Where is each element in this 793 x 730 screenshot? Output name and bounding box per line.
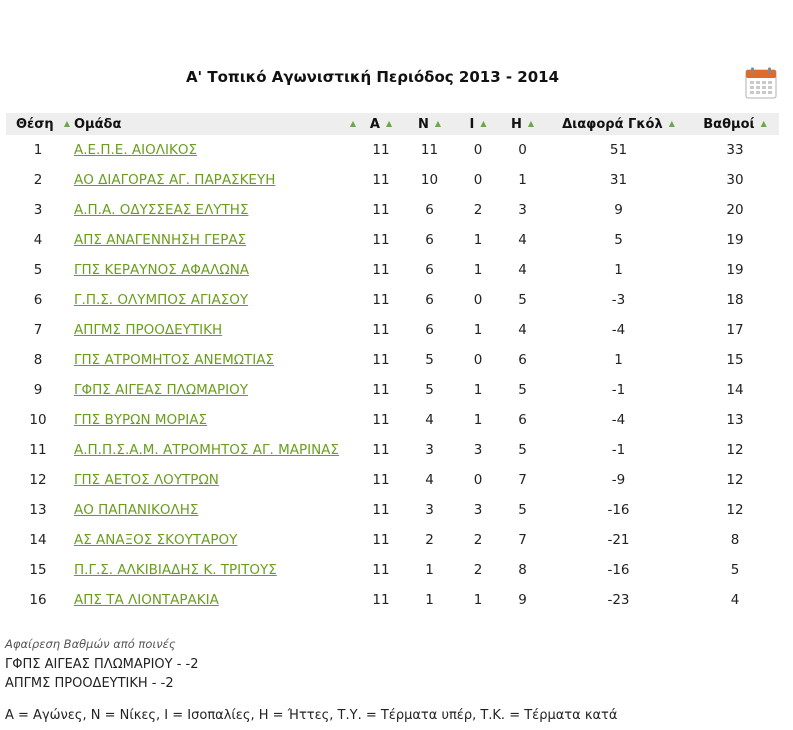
cell-n: 6 [425,262,434,278]
cell-team [70,585,360,615]
cell-h: 5 [518,442,527,458]
cell-a: 11 [372,232,390,248]
cell-n: 1 [425,562,434,578]
cell-h: 4 [518,322,527,338]
table-row [6,315,779,345]
table-row [6,135,779,165]
cell-n: 3 [425,502,434,518]
cell-n: 4 [425,472,434,488]
cell-team [70,435,360,465]
team-link[interactable]: ΑΟ ΔΙΑΓΟΡΑΣ ΑΓ. ΠΑΡΑΣΚΕΥΗ [74,172,276,188]
cell-pts: 5 [730,562,740,578]
cell-team [70,465,360,495]
cell-a: 11 [372,172,390,188]
deduction-item: ΑΠΓΜΣ ΠΡΟΟΔΕΥΤΙΚΗ - -2 [5,676,174,691]
header-gd[interactable] [546,113,691,135]
team-link[interactable]: Π.Γ.Σ. ΑΛΚΙΒΙΑΔΗΣ Κ. ΤΡΙΤΟΥΣ [74,562,277,578]
cell-n: 10 [420,172,439,188]
cell-h: 7 [518,532,527,548]
cell-team [70,285,360,315]
header-i[interactable] [457,113,499,135]
cell-pts: 17 [726,322,744,338]
team-link[interactable]: ΑΣ ΑΝΑΞΟΣ ΣΚΟΥΤΑΡΟΥ [74,532,238,548]
cell-i: 1 [473,322,483,338]
cell-pos: 9 [33,382,43,398]
cell-pts: 20 [726,202,744,218]
header-team-label: Ομάδα [74,116,122,132]
cell-n: 4 [425,412,434,428]
cell-a: 11 [372,412,390,428]
cell-i: 0 [473,472,483,488]
cell-pos: 3 [33,202,43,218]
calendar-icon[interactable] [745,67,777,99]
cell-pos: 5 [33,262,43,278]
header-n[interactable] [402,113,457,135]
team-link[interactable]: ΑΟ ΠΑΠΑΝΙΚΟΛΗΣ [74,502,199,518]
cell-n: 3 [425,442,434,458]
cell-a: 11 [372,382,390,398]
cell-pts: 30 [726,172,744,188]
header-team[interactable] [70,113,360,135]
cell-pos: 6 [33,292,43,308]
cell-pos: 2 [33,172,43,188]
sort-arrow-icon[interactable]: ▲ [668,119,675,128]
team-link[interactable]: Α.Ε.Π.Ε. ΑΙΟΛΙΚΟΣ [74,142,197,158]
cell-pos: 11 [29,442,47,458]
team-link[interactable]: ΓΠΣ ΑΤΡΟΜΗΤΟΣ ΑΝΕΜΩΤΙΑΣ [74,352,275,368]
cell-pts: 8 [730,532,740,548]
cell-n: 6 [425,292,434,308]
header-h[interactable] [499,113,546,135]
table-row [6,495,779,525]
cell-i: 0 [473,352,483,368]
cell-a: 11 [372,322,390,338]
sort-arrow-icon[interactable]: ▲ [760,119,767,128]
cell-pos: 12 [29,472,47,488]
cell-a: 11 [372,352,390,368]
cell-a: 11 [372,202,390,218]
cell-n: 5 [425,382,434,398]
cell-gd: -9 [611,472,626,488]
cell-a: 11 [372,502,390,518]
cell-a: 11 [372,142,390,158]
cell-i: 1 [473,412,483,428]
cell-pts: 18 [726,292,744,308]
table-row [6,195,779,225]
table-row [6,435,779,465]
cell-a: 11 [372,442,390,458]
standings-body [6,135,779,615]
team-link[interactable]: ΓΠΣ ΒΥΡΩΝ ΜΟΡΙΑΣ [74,412,208,428]
cell-gd: -4 [611,322,626,338]
cell-pos: 16 [29,592,47,608]
cell-n: 6 [425,232,434,248]
team-link[interactable]: ΑΠΣ ΑΝΑΓΕΝΝΗΣΗ ΓΕΡΑΣ [74,232,247,248]
cell-pos: 7 [33,322,43,338]
table-row [6,345,779,375]
header-i-label: Ι [469,116,475,132]
cell-h: 5 [518,502,527,518]
header-h-label: Η [510,116,522,132]
cell-pts: 12 [726,442,744,458]
cell-i: 2 [473,562,483,578]
cell-i: 0 [473,292,483,308]
cell-pts: 15 [726,352,744,368]
sort-arrow-icon[interactable]: ▲ [385,119,393,128]
table-row [6,285,779,315]
header-pos[interactable] [6,113,70,135]
cell-pos: 10 [29,412,47,428]
cell-h: 0 [518,142,527,158]
table-row [6,255,779,285]
table-row [6,375,779,405]
table-row [6,465,779,495]
header-pts-label: Βαθμοί [703,116,755,132]
header-a-label: Α [369,116,380,132]
cell-pts: 19 [726,232,744,248]
standings-table [6,113,779,615]
cell-n: 2 [425,532,434,548]
cell-team [70,315,360,345]
cell-gd: -21 [607,532,630,548]
cell-n: 1 [425,592,434,608]
sort-arrow-icon[interactable]: ▲ [434,119,442,128]
cell-h: 5 [518,382,527,398]
cell-gd: -16 [607,502,630,518]
cell-n: 11 [420,142,439,158]
cell-gd: 51 [609,142,628,158]
cell-gd: -1 [611,382,626,398]
team-link[interactable]: ΓΦΠΣ ΑΙΓΕΑΣ ΠΛΩΜΑΡΙΟΥ [74,382,249,398]
cell-h: 9 [518,592,527,608]
cell-h: 6 [518,412,527,428]
cell-h: 8 [518,562,527,578]
cell-i: 1 [473,262,483,278]
cell-team [70,405,360,435]
cell-h: 3 [518,202,527,218]
cell-i: 2 [473,202,483,218]
cell-n: 6 [425,202,434,218]
table-row [6,525,779,555]
cell-a: 11 [372,592,390,608]
cell-pts: 4 [730,592,740,608]
cell-h: 7 [518,472,527,488]
page-title: Α' Τοπικό Αγωνιστική Περιόδος 2013 - 2014 [185,68,560,86]
team-link[interactable]: Γ.Π.Σ. ΟΛΥΜΠΟΣ ΑΓΙΑΣΟΥ [74,292,249,308]
cell-gd: -23 [607,592,630,608]
cell-gd: 31 [609,172,628,188]
cell-pos: 15 [29,562,47,578]
cell-h: 5 [518,292,527,308]
cell-n: 6 [425,322,434,338]
cell-h: 4 [518,232,527,248]
cell-team [70,255,360,285]
sort-arrow-icon[interactable]: ▲ [63,119,70,128]
cell-pts: 13 [726,412,744,428]
cell-team [70,165,360,195]
cell-a: 11 [372,262,390,278]
sort-arrow-icon[interactable]: ▲ [480,119,487,128]
cell-pos: 1 [33,142,43,158]
table-row [6,555,779,585]
cell-i: 1 [473,232,483,248]
cell-pts: 12 [726,502,744,518]
cell-gd: -1 [611,442,626,458]
cell-gd: 5 [614,232,623,248]
table-row [6,165,779,195]
legend-text: Α = Αγώνες, Ν = Νίκες, Ι = Ισοπαλίες, Η = Ήττες, Τ.Υ. = Τέρματα υπέρ, Τ.Κ. = Τέρματα κατά [5,708,618,723]
cell-gd: 1 [614,352,623,368]
cell-i: 0 [473,142,483,158]
cell-a: 11 [372,292,390,308]
deductions-section [5,637,199,693]
cell-a: 11 [372,532,390,548]
header-a[interactable] [360,113,402,135]
cell-team [70,525,360,555]
sort-arrow-icon[interactable]: ▲ [527,119,535,128]
cell-team [70,345,360,375]
cell-pos: 14 [29,532,47,548]
cell-i: 1 [473,592,483,608]
cell-i: 3 [473,502,483,518]
header-pts[interactable] [691,113,779,135]
cell-team [70,195,360,225]
deductions-title: Αφαίρεση Βαθμών από ποινές [5,637,176,651]
cell-a: 11 [372,562,390,578]
team-link[interactable]: ΓΠΣ ΚΕΡΑΥΝΟΣ ΑΦΑΛΩΝΑ [74,262,250,278]
cell-team [70,495,360,525]
sort-arrow-icon[interactable]: ▲ [349,119,356,128]
cell-gd: 1 [614,262,623,278]
cell-gd: -16 [607,562,630,578]
cell-i: 1 [473,382,483,398]
cell-pts: 33 [726,142,744,158]
cell-pts: 12 [726,472,744,488]
cell-a: 11 [372,472,390,488]
deduction-item: ΓΦΠΣ ΑΙΓΕΑΣ ΠΛΩΜΑΡΙΟΥ - -2 [5,657,199,672]
team-link[interactable]: Α.Π.Π.Σ.Α.Μ. ΑΤΡΟΜΗΤΟΣ ΑΓ. ΜΑΡΙΝΑΣ [74,442,339,458]
cell-team [70,375,360,405]
team-link[interactable]: ΑΠΣ ΤΑ ΛΙΟΝΤΑΡΑΚΙΑ [74,592,219,608]
cell-team [70,225,360,255]
header-n-label: Ν [417,116,429,132]
cell-gd: -4 [611,412,626,428]
cell-pos: 8 [33,352,43,368]
table-row [6,225,779,255]
team-link[interactable]: Α.Π.Α. ΟΔΥΣΣΕΑΣ ΕΛΥΤΗΣ [74,202,249,218]
cell-team [70,135,360,165]
cell-i: 2 [473,532,483,548]
cell-gd: -3 [611,292,626,308]
cell-n: 5 [425,352,434,368]
header-gd-label: Διαφορά Γκόλ [562,116,663,132]
table-header-row [6,113,779,135]
table-row [6,405,779,435]
team-link[interactable]: ΓΠΣ ΑΕΤΟΣ ΛΟΥΤΡΩΝ [74,472,219,488]
cell-h: 4 [518,262,527,278]
cell-team [70,555,360,585]
cell-h: 1 [518,172,527,188]
cell-pts: 14 [726,382,744,398]
team-link[interactable]: ΑΠΓΜΣ ΠΡΟΟΔΕΥΤΙΚΗ [74,322,223,338]
cell-pts: 19 [726,262,744,278]
cell-h: 6 [518,352,527,368]
cell-i: 3 [473,442,483,458]
cell-pos: 13 [29,502,47,518]
cell-pos: 4 [33,232,43,248]
cell-gd: 9 [614,202,623,218]
header-pos-label: Θέση [16,116,54,132]
table-row [6,585,779,615]
cell-i: 0 [473,172,483,188]
